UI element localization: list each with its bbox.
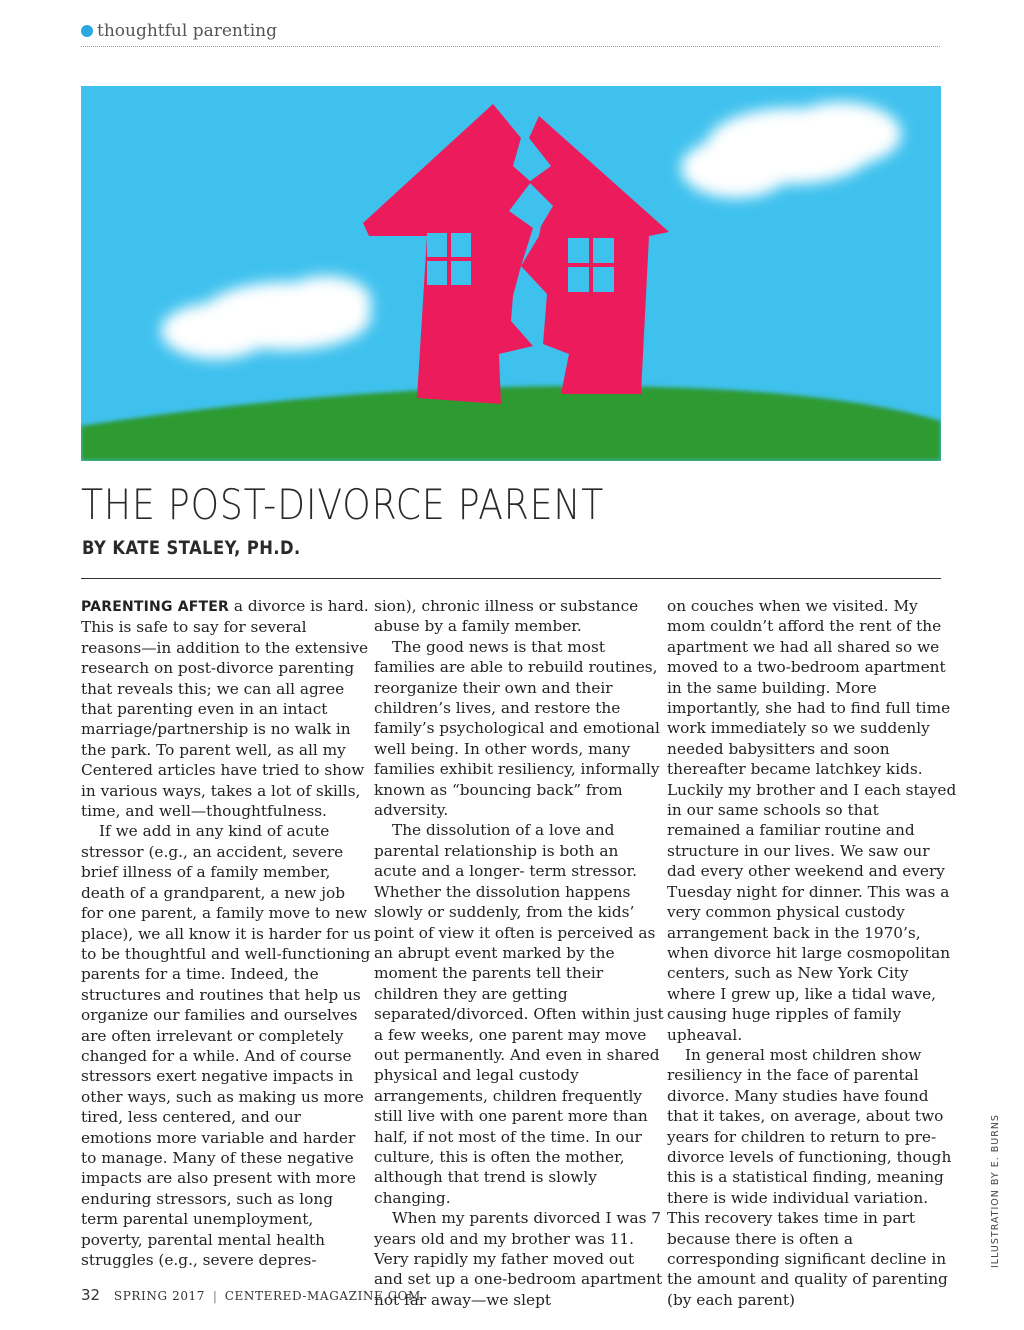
section-header — [81, 20, 940, 47]
article-paragraph: on couches when we visited. My mom couldn’t afford the rent of the apartment we had all shared so we moved to a two-bedroom apartment in the same building. More importantly, she had to find full time work immediately so we suddenly needed babysitters and soon thereafter became latchkey kids. Luckily my brother and I each stayed in our same schools so that remained a familiar routine and structure in our lives. We saw our dad every other weekend and every Tuesday night for dinner. This was a very common physical custody arrangement back in the 1970’s, when divorce hit large cosmopolitan centers, such as New York City where I grew up, like a tidal wave, causing huge ripples of family upheaval. — [667, 597, 957, 1044]
article-paragraph: In general most children show resiliency in the face of parental divorce. Many studies have found that it takes, on average, about two years for children to return to pre-divorce levels of functioning, though this is a statistical finding, meaning there is wide individual variation. This recovery takes time in part because there is often a corresponding significant decline in the amount and quality of parenting (by each parent) — [667, 1045, 952, 1309]
section-dot-icon — [81, 25, 93, 37]
page-number: 32 — [81, 1286, 101, 1304]
article-byline: BY KATE STALEY, PH.D. — [82, 537, 301, 559]
article-paragraph — [81, 596, 371, 821]
article-title: THE POST-DIVORCE PARENT — [81, 480, 605, 529]
article-paragraph: If we add in any kind of acute stressor (e.g., an accident, severe brief illness of a family member, death of a grandparent, a new job for one parent, a family move to new place), we all know it is harder for us to be thoughtful and well-functioning parents for a time. Indeed, the structures and routines that help us organize our families and ourselves are often irrelevant or completely changed for a while. And of course stressors exert negative impacts in other ways, such as making us more tired, less centered, and our emotions more variable and harder to manage. Many of these negative impacts are also present with more enduring stressors, such as long term parental unemployment, poverty, parental mental health struggles (e.g., severe depres- — [81, 822, 371, 1269]
article-paragraph: When my parents divorced I was 7 years old and my brother was 11. Very rapidly my father moved out and set up a one-bedroom apartment not far away—we slept — [374, 1209, 663, 1309]
page-footer — [81, 1286, 421, 1304]
footer-separator: | — [212, 1289, 217, 1303]
window-left-icon — [427, 233, 471, 285]
article-column-2 — [374, 596, 664, 1310]
lead-in: PARENTING AFTER — [81, 599, 230, 615]
site-link[interactable]: CENTERED-MAGAZINE.COM — [224, 1289, 421, 1303]
header-illustration — [81, 86, 941, 461]
section-label: thoughtful parenting — [97, 21, 277, 41]
illustration-credit: ILLUSTRATION BY E. BURNS — [990, 1114, 1001, 1268]
article-paragraph: The dissolution of a love and parental relationship is both an acute and a longer- term stressor. Whether the dissolution happens slowly or suddenly, from the kids’ point of view it often is perceived as an abrupt event marked by the moment the parents tell their children they are getting separated/divorced. Often within just a few weeks, one parent may move out permanently. And even in shared physical and legal custody arrangements, children frequently still live with one parent more than half, if not most of the time. In our culture, this is often the mother, although that trend is slowly changing. — [374, 821, 664, 1207]
title-divider — [81, 578, 941, 579]
broken-house-illustration — [81, 86, 941, 461]
issue-label: SPRING 2017 — [113, 1289, 206, 1303]
window-right-icon — [568, 238, 614, 292]
article-paragraph: sion), chronic illness or substance abuse by a family member. — [374, 597, 639, 636]
article-paragraph: The good news is that most families are able to rebuild routines, reorganize their own and their children’s lives, and restore the family’s psychological and emotional well being. In other words, many families exhibit resiliency, informally known as “bouncing back” from adversity. — [374, 637, 660, 820]
paragraph-text: a divorce is hard. This is safe to say for several reasons—in addition to the extensive research on post-divorce parenting that reveals this; we can all agree that parenting even in an intact marriage/partnership is no walk in the park. To parent well, as all my Centered articles have tried to show in various ways, takes a lot of skills, time, and well—thoughtfulness. — [81, 597, 369, 821]
article-column-1 — [81, 596, 371, 1270]
article-column-3 — [667, 596, 957, 1310]
